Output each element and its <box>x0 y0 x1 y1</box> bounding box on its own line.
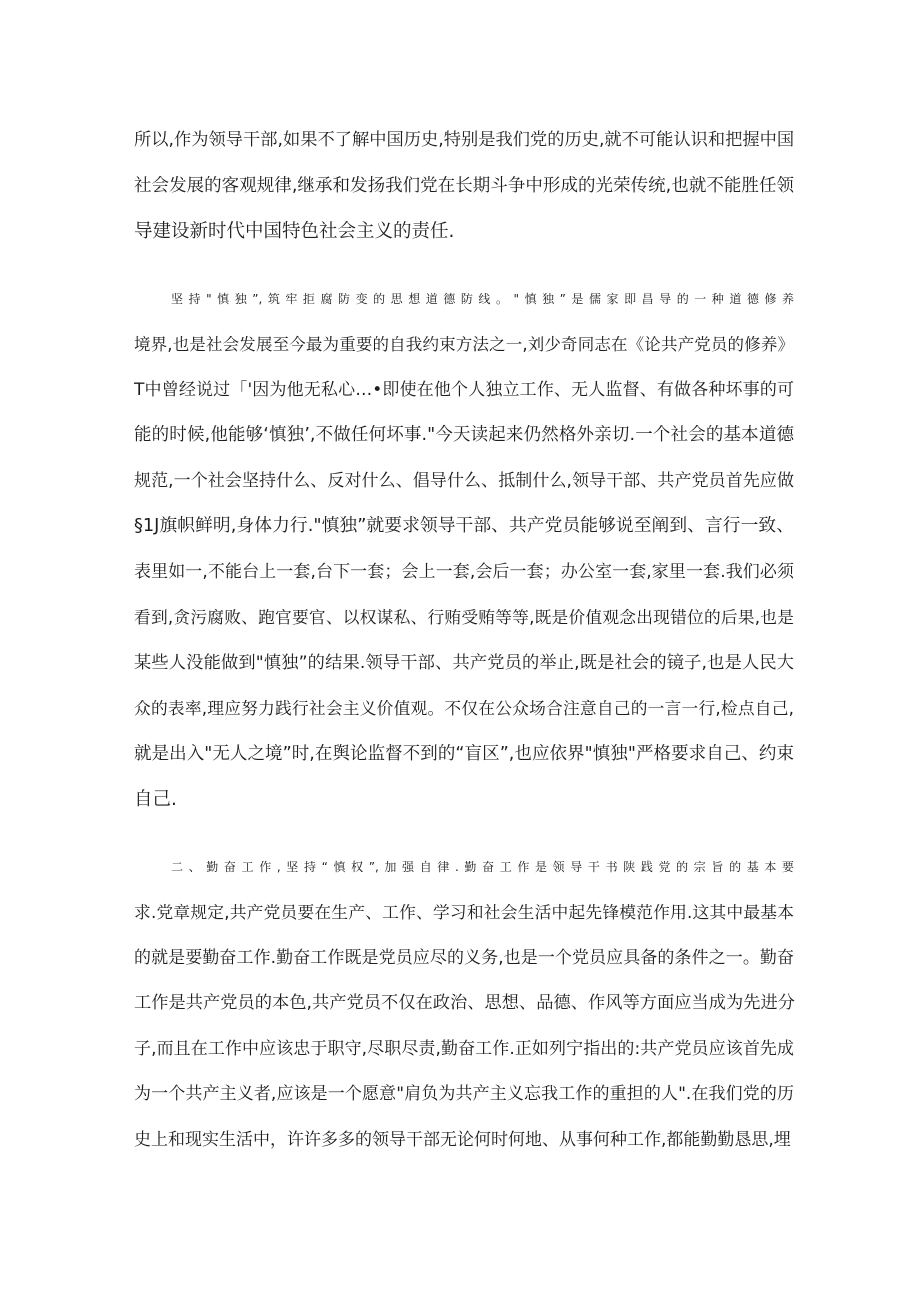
text-line: 某些人没能做到"慎独”的结果.领导干部、共产党员的举止,既是社会的镜子,也是人民大 <box>134 652 794 673</box>
text-line: 所以,作为领导干部,如果不了解中国历史,特别是我们党的历史,就不可能认识和把握中国 <box>134 130 795 150</box>
text-line: 规范,一个社会坚持什么、反对什么、倡导什么、抵制什么,领导干部、共产党员首先应做 <box>134 470 794 491</box>
text-line: 为一个共产主义者,应该是一个愿意"肩负为共产主义忘我工作的重担的人".在我们党的历 <box>134 1084 794 1104</box>
text-line: 能的时候,他能够‘慎独’,不做任何坏事."今天读起来仍然格外亲切.一个社会的基本道德 <box>134 425 794 445</box>
text-line: §1J旗帜鲜明,身体力行."慎独”就要求领导干部、共产党员能够说至阐到、言行一致、 <box>134 516 794 536</box>
document-body <box>134 118 794 1163</box>
paragraph-p1 <box>134 118 794 255</box>
text-line: 子,而且在工作中应该忠于职守,尽职尽责,勤奋工作.正如列宁指出的:共产党员应该首先成 <box>134 1038 794 1059</box>
paragraph-p3 <box>134 845 794 1164</box>
text-line: 社会发展的客观规律,继承和发扬我们党在长期斗争中形成的光荣传统,也就不能胜任领 <box>134 175 794 196</box>
text-line: 工作是共产党员的本色,共产党员不仅在政治、思想、品德、作风等方面应当成为先进分 <box>134 993 795 1013</box>
text-line: 众的表率,理应努力践行社会主义价值观。不仅在公众场合注意自己的一言一行,检点自己, <box>134 698 794 718</box>
text-line: 看到,贪污腐败、跑官要官、以权谋私、行贿受贿等等,既是价值观念出现错位的后果,也是 <box>134 607 794 627</box>
text-line: 境界,也是社会发展至今最为重要的自我约束方法之一,刘少奇同志在《论共产党员的修养》 <box>134 335 794 354</box>
text-line: 求.党章规定,共产党员要在生产、工作、学习和社会生活中起先锋模范作用.这其中最基本 <box>134 902 794 922</box>
text-line: 的就是要勤奋工作.勤奋工作既是党员应尽的义务,也是一个党员应具备的条件之一。勤奋 <box>134 947 794 968</box>
text-line: 史上和现实生活中，许许多多的领导干部无论何时何地、从事何种工作,都能勤勤恳思,埋 <box>134 1129 791 1150</box>
text-line: 坚持"慎独”,筑牢拒腐防变的思想道德防线。"慎独”是儒家即昌导的一种道德修养 <box>171 291 794 306</box>
paragraph-p2 <box>134 277 794 823</box>
paragraph-gap <box>134 255 794 277</box>
text-line: 自己. <box>134 789 177 810</box>
text-line: T中曾经说过「'因为他无私心…•即使在他个人独立工作、无人监督、有做各种坏事的可 <box>134 379 794 400</box>
text-line: 表里如一,不能台上一套,台下一套；会上一套,会后一套；办公室一套,家里一套.我们必须 <box>134 561 794 582</box>
text-line: 就是出入"无人之境”时,在舆论监督不到的“盲区”,也应依界"慎独"严格要求自己、约束 <box>134 743 794 764</box>
paragraph-gap <box>134 823 794 845</box>
text-line: 二、勤奋工作,坚持“慎权”,加强自律.勤奋工作是领导干书陕践党的宗旨的基本要 <box>171 859 794 874</box>
text-line: 导建设新时代中国特色社会主义的责任. <box>134 221 455 242</box>
